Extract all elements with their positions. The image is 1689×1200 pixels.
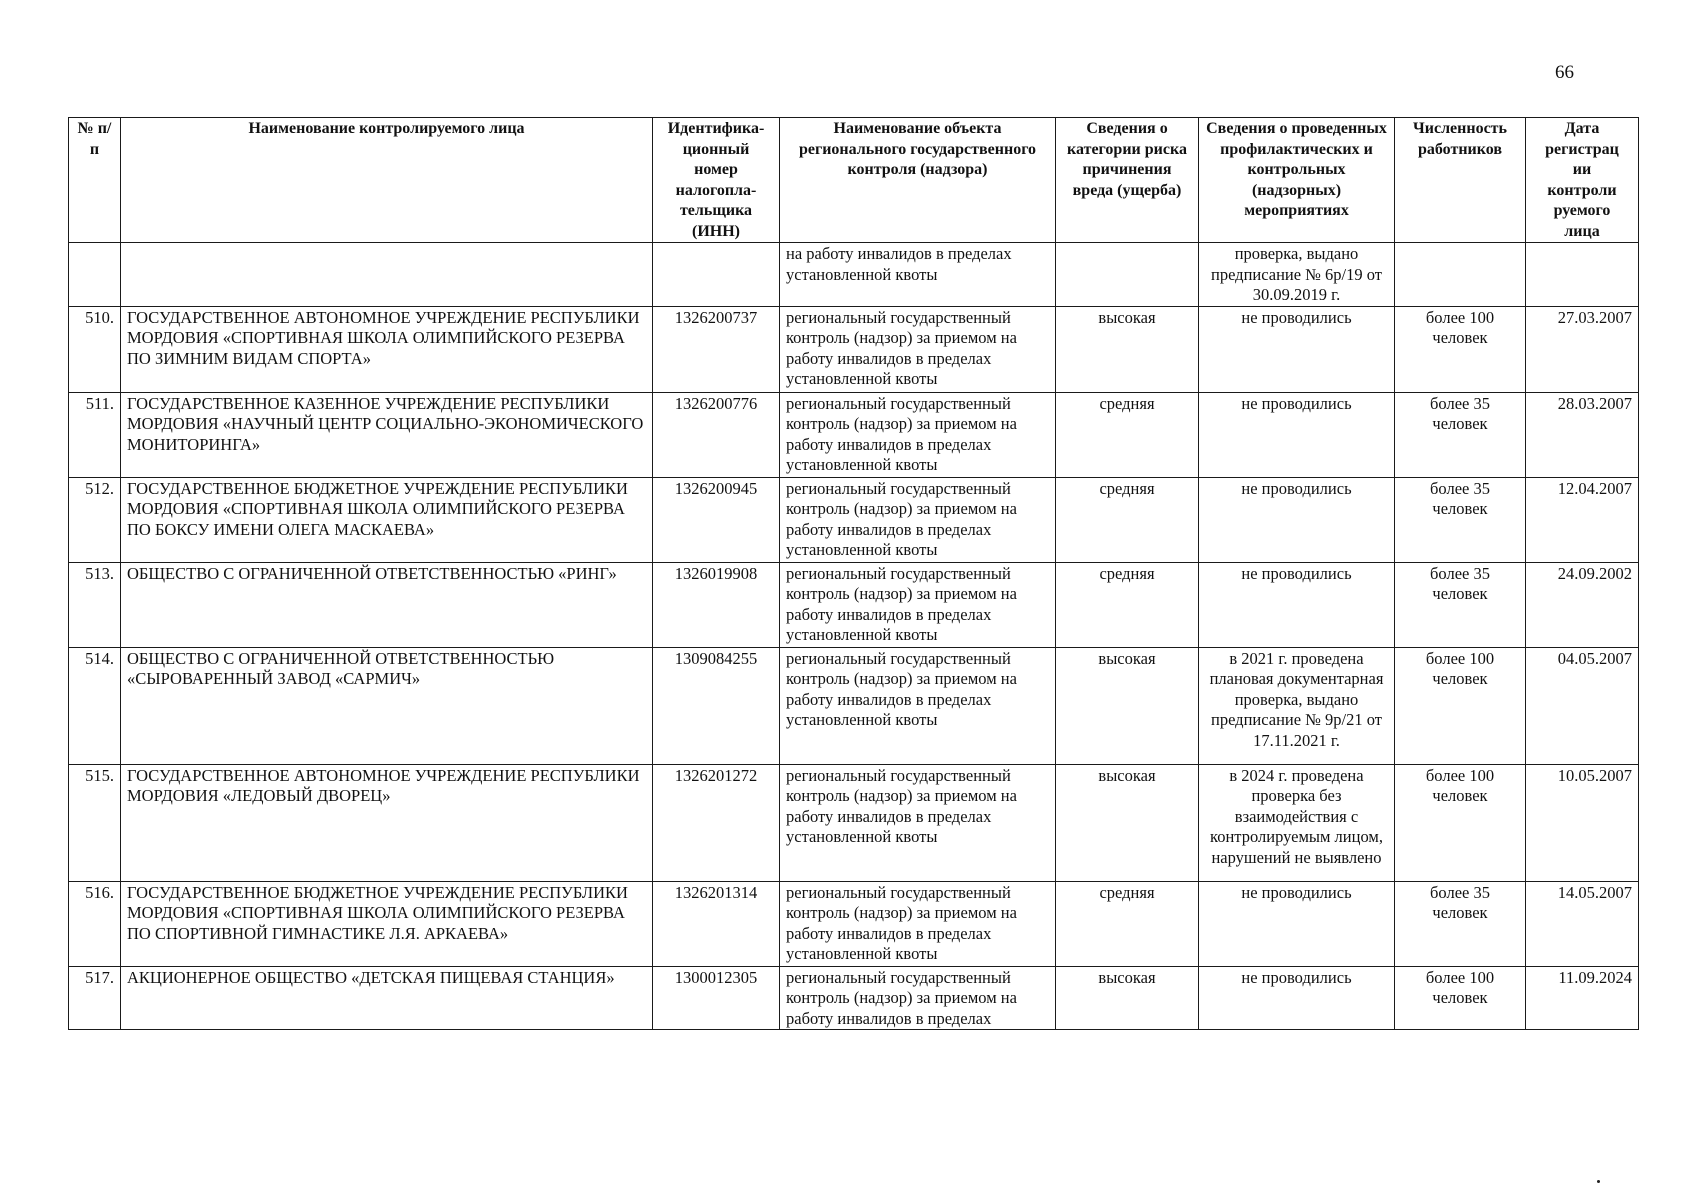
control-events: в 2024 г. проведена проверка без взаимодействия с контролируемым лицом, нарушений не выявлено <box>1199 764 1395 881</box>
inn-cell <box>653 243 780 307</box>
registration-date: 14.05.2007 <box>1526 881 1639 966</box>
inn-cell: 1300012305 <box>653 966 780 1030</box>
header-number: № п/п <box>69 118 121 243</box>
registration-date <box>1526 243 1639 307</box>
inn-cell: 1326200776 <box>653 392 780 477</box>
control-events: не проводились <box>1199 306 1395 392</box>
inn-cell: 1326200945 <box>653 477 780 562</box>
registration-date: 11.09.2024 <box>1526 966 1639 1030</box>
header-risk: Сведения о категории риска причинения вреда (ущерба) <box>1056 118 1199 243</box>
controlled-entity-name: ОБЩЕСТВО С ОГРАНИЧЕННОЙ ОТВЕТСТВЕННОСТЬЮ «СЫРОВАРЕННЫЙ ЗАВОД «САРМИЧ» <box>121 647 653 764</box>
risk-category: средняя <box>1056 477 1199 562</box>
table-row <box>69 647 1639 764</box>
staff-count: более 35 человек <box>1395 562 1526 647</box>
risk-category <box>1056 243 1199 307</box>
control-object: региональный государственный контроль (надзор) за приемом на работу инвалидов в пределах установленной квоты <box>780 477 1056 562</box>
registration-date: 04.05.2007 <box>1526 647 1639 764</box>
table-row <box>69 966 1639 1030</box>
registration-date: 10.05.2007 <box>1526 764 1639 881</box>
header-inn: Идентифика- ционный номер налогопла- тельщика (ИНН) <box>653 118 780 243</box>
risk-category: высокая <box>1056 966 1199 1030</box>
staff-count: более 35 человек <box>1395 881 1526 966</box>
row-number: 515. <box>69 764 121 881</box>
table-row <box>69 243 1639 307</box>
controlled-entity-name: ГОСУДАРСТВЕННОЕ АВТОНОМНОЕ УЧРЕЖДЕНИЕ РЕСПУБЛИКИ МОРДОВИЯ «СПОРТИВНАЯ ШКОЛА ОЛИМПИЙСКОГО РЕЗЕРВА ПО ЗИМНИМ ВИДАМ СПОРТА» <box>121 306 653 392</box>
row-number: 517. <box>69 966 121 1030</box>
registration-date: 27.03.2007 <box>1526 306 1639 392</box>
control-events: не проводились <box>1199 477 1395 562</box>
header-events: Сведения о проведенных профилактических и контрольных (надзорных) мероприятиях <box>1199 118 1395 243</box>
risk-category: высокая <box>1056 306 1199 392</box>
staff-count: более 100 человек <box>1395 306 1526 392</box>
row-number <box>69 243 121 307</box>
control-events: в 2021 г. проведена плановая документарная проверка, выдано предписание № 9р/21 от 17.11.2021 г. <box>1199 647 1395 764</box>
row-number: 516. <box>69 881 121 966</box>
staff-count: более 35 человек <box>1395 392 1526 477</box>
control-events: не проводились <box>1199 966 1395 1030</box>
table-row <box>69 477 1639 562</box>
row-number: 514. <box>69 647 121 764</box>
table-row <box>69 881 1639 966</box>
control-object: региональный государственный контроль (надзор) за приемом на работу инвалидов в пределах установленной квоты <box>780 647 1056 764</box>
registration-date: 24.09.2002 <box>1526 562 1639 647</box>
control-object: региональный государственный контроль (надзор) за приемом на работу инвалидов в пределах установленной квоты <box>780 562 1056 647</box>
table-header-row <box>69 118 1639 243</box>
control-events: не проводились <box>1199 392 1395 477</box>
control-object: региональный государственный контроль (надзор) за приемом на работу инвалидов в пределах <box>780 966 1056 1030</box>
control-events: не проводились <box>1199 881 1395 966</box>
header-date: Дата регистрац ии контроли руемого лица <box>1526 118 1639 243</box>
staff-count: более 100 человек <box>1395 966 1526 1030</box>
staff-count: более 35 человек <box>1395 477 1526 562</box>
registration-date: 28.03.2007 <box>1526 392 1639 477</box>
controlled-entity-name: ГОСУДАРСТВЕННОЕ БЮДЖЕТНОЕ УЧРЕЖДЕНИЕ РЕСПУБЛИКИ МОРДОВИЯ «СПОРТИВНАЯ ШКОЛА ОЛИМПИЙСКОГО РЕЗЕРВА ПО СПОРТИВНОЙ ГИМНАСТИКЕ Л.Я. АРКАЕВА» <box>121 881 653 966</box>
table-row <box>69 764 1639 881</box>
risk-category: средняя <box>1056 881 1199 966</box>
inn-cell: 1326200737 <box>653 306 780 392</box>
table-row <box>69 392 1639 477</box>
table-row <box>69 306 1639 392</box>
controlled-entity-name: ОБЩЕСТВО С ОГРАНИЧЕННОЙ ОТВЕТСТВЕННОСТЬЮ «РИНГ» <box>121 562 653 647</box>
risk-category: высокая <box>1056 764 1199 881</box>
registration-date: 12.04.2007 <box>1526 477 1639 562</box>
inn-cell: 1326201314 <box>653 881 780 966</box>
registry-table <box>68 117 1639 1030</box>
control-events: не проводились <box>1199 562 1395 647</box>
header-object: Наименование объекта регионального государственного контроля (надзора) <box>780 118 1056 243</box>
header-name: Наименование контролируемого лица <box>121 118 653 243</box>
header-staff: Численность работников <box>1395 118 1526 243</box>
row-number: 510. <box>69 306 121 392</box>
scan-dot <box>1597 1180 1600 1183</box>
control-object: региональный государственный контроль (надзор) за приемом на работу инвалидов в пределах установленной квоты <box>780 764 1056 881</box>
risk-category: средняя <box>1056 392 1199 477</box>
row-number: 512. <box>69 477 121 562</box>
control-object: региональный государственный контроль (надзор) за приемом на работу инвалидов в пределах установленной квоты <box>780 392 1056 477</box>
staff-count: более 100 человек <box>1395 764 1526 881</box>
row-number: 511. <box>69 392 121 477</box>
controlled-entity-name: ГОСУДАРСТВЕННОЕ АВТОНОМНОЕ УЧРЕЖДЕНИЕ РЕСПУБЛИКИ МОРДОВИЯ «ЛЕДОВЫЙ ДВОРЕЦ» <box>121 764 653 881</box>
inn-cell: 1326019908 <box>653 562 780 647</box>
controlled-entity-name: ГОСУДАРСТВЕННОЕ БЮДЖЕТНОЕ УЧРЕЖДЕНИЕ РЕСПУБЛИКИ МОРДОВИЯ «СПОРТИВНАЯ ШКОЛА ОЛИМПИЙСКОГО РЕЗЕРВА ПО БОКСУ ИМЕНИ ОЛЕГА МАСКАЕВА» <box>121 477 653 562</box>
page-number: 66 <box>1555 62 1574 83</box>
inn-cell: 1326201272 <box>653 764 780 881</box>
controlled-entity-name: АКЦИОНЕРНОЕ ОБЩЕСТВО «ДЕТСКАЯ ПИЩЕВАЯ СТАНЦИЯ» <box>121 966 653 1030</box>
table-row <box>69 562 1639 647</box>
risk-category: средняя <box>1056 562 1199 647</box>
control-object: региональный государственный контроль (надзор) за приемом на работу инвалидов в пределах установленной квоты <box>780 881 1056 966</box>
inn-cell: 1309084255 <box>653 647 780 764</box>
risk-category: высокая <box>1056 647 1199 764</box>
controlled-entity-name <box>121 243 653 307</box>
row-number: 513. <box>69 562 121 647</box>
control-object: на работу инвалидов в пределах установленной квоты <box>780 243 1056 307</box>
control-events: проверка, выдано предписание № 6р/19 от 30.09.2019 г. <box>1199 243 1395 307</box>
staff-count: более 100 человек <box>1395 647 1526 764</box>
controlled-entity-name: ГОСУДАРСТВЕННОЕ КАЗЕННОЕ УЧРЕЖДЕНИЕ РЕСПУБЛИКИ МОРДОВИЯ «НАУЧНЫЙ ЦЕНТР СОЦИАЛЬНО-ЭКОНОМИЧЕСКОГО МОНИТОРИНГА» <box>121 392 653 477</box>
staff-count <box>1395 243 1526 307</box>
control-object: региональный государственный контроль (надзор) за приемом на работу инвалидов в пределах установленной квоты <box>780 306 1056 392</box>
